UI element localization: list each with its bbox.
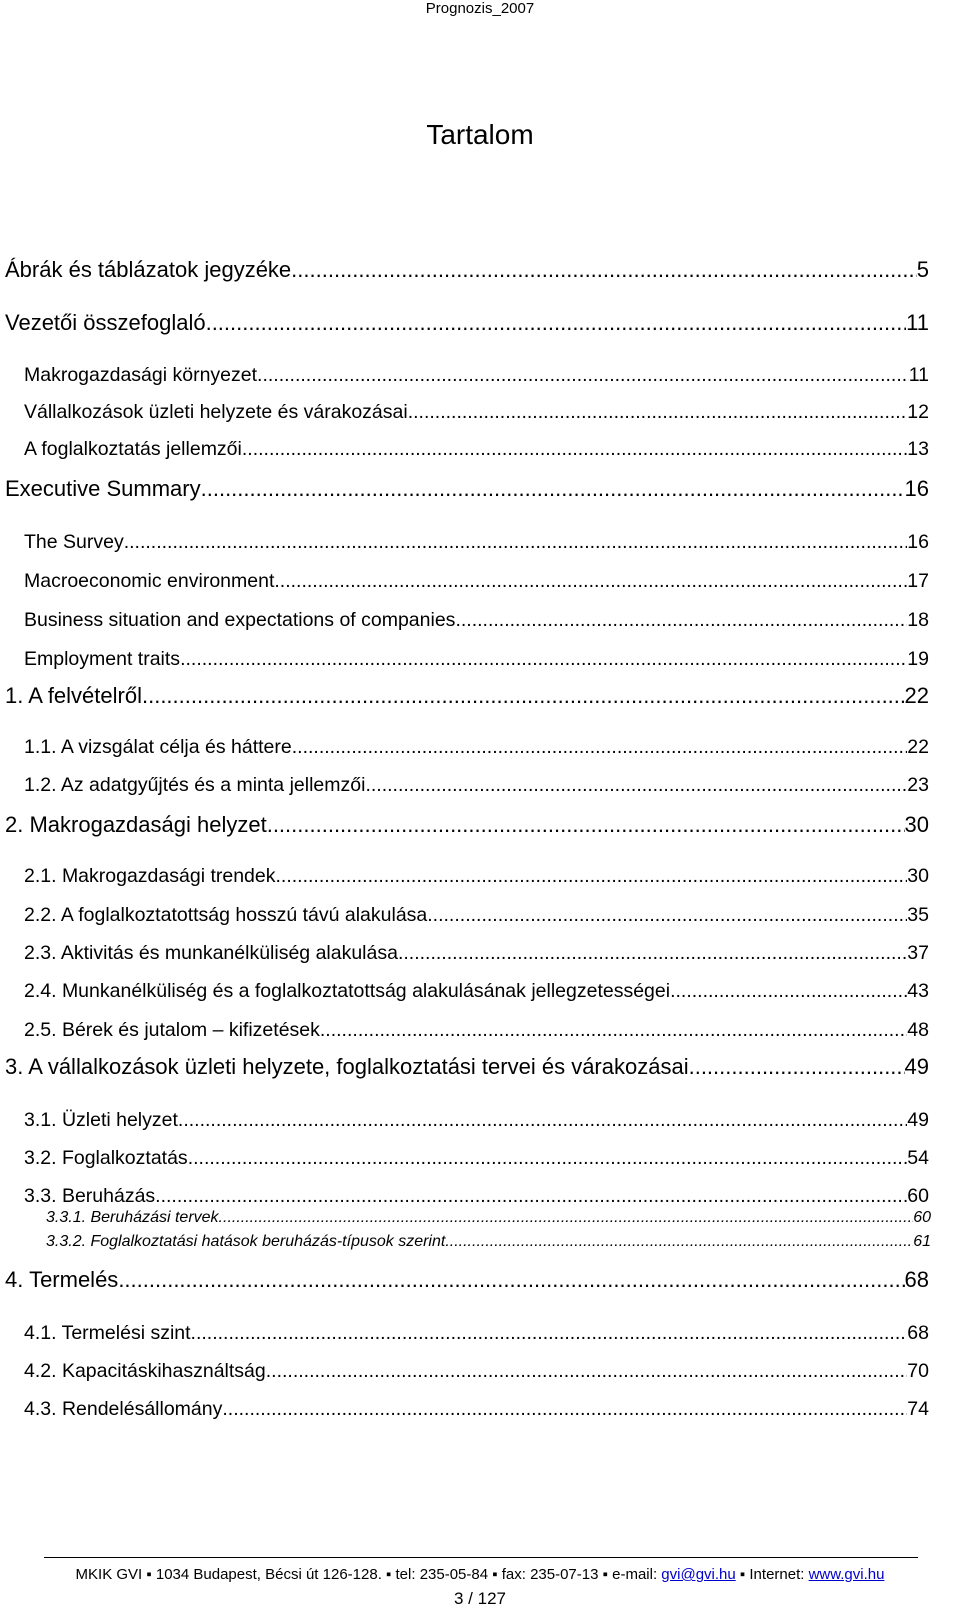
toc-entry-2-1[interactable] xyxy=(24,864,929,888)
toc-entry-page: 22 xyxy=(907,736,929,758)
toc-entry-title: 2. Makrogazdasági helyzet xyxy=(5,812,267,837)
toc-entry-page: 37 xyxy=(907,942,929,964)
toc-entry-title: 3.3.1. Beruházási tervek xyxy=(46,1209,219,1226)
toc-entry-3-3[interactable] xyxy=(24,1184,929,1208)
toc-entry-page: 60 xyxy=(913,1209,931,1226)
toc-entry-2-makrogazdasagi-helyzet[interactable] xyxy=(5,812,929,838)
dot-leader xyxy=(689,1054,905,1080)
toc-entry-title: A foglalkoztatás jellemzői xyxy=(24,438,242,460)
toc-entry-title: 3.2. Foglalkoztatás xyxy=(24,1147,188,1169)
toc-entry-title: Vállalkozások üzleti helyzete és várakozásai xyxy=(24,401,408,423)
toc-entry-title: 2.4. Munkanélküliség és a foglalkoztatottság alakulásának jellegzetességei xyxy=(24,980,671,1002)
toc-entry-title: 4.2. Kapacitáskihasználtság xyxy=(24,1360,266,1382)
running-header: Prognozis_2007 xyxy=(425,0,535,17)
page-footer xyxy=(0,1566,960,1584)
toc-entry-title: 1.1. A vizsgálat célja és háttere xyxy=(24,736,292,758)
toc-entry-2-5[interactable] xyxy=(24,1018,929,1042)
dot-leader xyxy=(320,1018,907,1042)
toc-entry-2-2[interactable] xyxy=(24,903,929,927)
toc-entry-page: 11 xyxy=(908,364,929,386)
dot-leader xyxy=(142,683,905,709)
dot-leader xyxy=(180,647,907,671)
toc-entry-page: 17 xyxy=(907,570,929,592)
toc-entry-page: 12 xyxy=(907,401,929,423)
dot-leader xyxy=(219,1208,914,1228)
dot-leader xyxy=(291,257,917,283)
toc-entry-1-a-felvetelrol[interactable] xyxy=(5,683,929,709)
toc-entry-the-survey[interactable] xyxy=(24,530,929,554)
toc-entry-title: 2.1. Makrogazdasági trendek xyxy=(24,865,276,887)
toc-entry-page: 11 xyxy=(906,310,929,335)
toc-entry-page: 18 xyxy=(907,609,929,631)
toc-entry-title: 3. A vállalkozások üzleti helyzete, foglalkoztatási tervei és várakozásai xyxy=(5,1054,689,1079)
toc-entry-1-1[interactable] xyxy=(24,735,929,759)
toc-entry-page: 61 xyxy=(913,1233,931,1250)
dot-leader xyxy=(398,941,907,965)
toc-entry-macroeconomic-environment[interactable] xyxy=(24,569,929,593)
footer-contact-text: MKIK GVI ▪ 1034 Budapest, Bécsi út 126-128. ▪ tel: 235-05-84 ▪ fax: 235-07-13 ▪ e-mail: xyxy=(75,1566,662,1583)
toc-entry-title: 3.3. Beruházás xyxy=(24,1185,156,1207)
toc-entry-page: 48 xyxy=(907,1019,929,1041)
dot-leader xyxy=(191,1321,908,1345)
toc-entry-title: 3.1. Üzleti helyzet xyxy=(24,1109,178,1131)
toc-entry-executive-summary[interactable] xyxy=(5,476,929,502)
toc-entry-page: 19 xyxy=(907,648,929,670)
dot-leader xyxy=(267,812,905,838)
toc-entry-abrak-es-tablazatok[interactable] xyxy=(5,257,929,283)
toc-entry-page: 49 xyxy=(904,1054,929,1079)
dot-leader xyxy=(155,1184,907,1208)
toc-entry-title: 4.3. Rendelésállomány xyxy=(24,1398,223,1420)
toc-entry-page: 13 xyxy=(907,438,929,460)
dot-leader xyxy=(670,979,907,1003)
dot-leader xyxy=(292,735,908,759)
toc-entry-page: 30 xyxy=(907,865,929,887)
toc-entry-3-3-2[interactable] xyxy=(46,1232,931,1252)
toc-entry-title: Macroeconomic environment xyxy=(24,570,275,592)
dot-leader xyxy=(455,608,907,632)
toc-entry-4-3[interactable] xyxy=(24,1397,929,1421)
toc-entry-page: 68 xyxy=(904,1267,929,1292)
dot-leader xyxy=(365,773,907,797)
toc-entry-page: 5 xyxy=(916,257,929,282)
dot-leader xyxy=(427,903,907,927)
toc-entry-page: 70 xyxy=(907,1360,929,1382)
dot-leader xyxy=(445,1232,913,1252)
toc-entry-title: 2.5. Bérek és jutalom – kifizetések xyxy=(24,1019,320,1041)
toc-entry-vallalkozasok-uzleti-helyzete[interactable] xyxy=(24,400,929,424)
dot-leader xyxy=(275,864,907,888)
dot-leader xyxy=(222,1397,907,1421)
dot-leader xyxy=(206,310,907,336)
toc-entry-title: Executive Summary xyxy=(5,476,201,501)
toc-entry-title: Ábrák és táblázatok jegyzéke xyxy=(5,257,292,282)
dot-leader xyxy=(257,363,909,387)
toc-entry-page: 16 xyxy=(907,531,929,553)
toc-entry-vezetoi-osszefoglalo[interactable] xyxy=(5,310,929,336)
toc-entry-3-3-1[interactable] xyxy=(46,1208,931,1228)
toc-entry-page: 23 xyxy=(907,774,929,796)
toc-entry-2-4[interactable] xyxy=(24,979,929,1003)
dot-leader xyxy=(178,1108,907,1132)
toc-entry-2-3[interactable] xyxy=(24,941,929,965)
toc-entry-title: 2.2. A foglalkoztatottság hosszú távú alakulása xyxy=(24,904,428,926)
toc-entry-title: Vezetői összefoglaló xyxy=(5,310,206,335)
footer-email-link[interactable]: gvi@gvi.hu xyxy=(661,1566,736,1583)
toc-entry-makrogazdasagi-kornyezet[interactable] xyxy=(24,363,929,387)
toc-entry-business-situation[interactable] xyxy=(24,608,929,632)
dot-leader xyxy=(118,1267,904,1293)
dot-leader xyxy=(188,1146,908,1170)
page-title: Tartalom xyxy=(426,119,534,150)
dot-leader xyxy=(124,530,908,554)
toc-entry-title: 4. Termelés xyxy=(5,1267,119,1292)
page-number: 3 / 127 xyxy=(454,1589,506,1608)
toc-entry-title: Business situation and expectations of companies xyxy=(24,609,456,631)
footer-website-link[interactable]: www.gvi.hu xyxy=(808,1566,885,1583)
toc-entry-page: 54 xyxy=(907,1147,929,1169)
toc-entry-4-2[interactable] xyxy=(24,1359,929,1383)
toc-entry-page: 49 xyxy=(907,1109,929,1131)
toc-entry-3-vallalkozasok[interactable] xyxy=(5,1054,929,1080)
toc-entry-page: 22 xyxy=(904,683,929,708)
toc-entry-page: 60 xyxy=(907,1185,929,1207)
toc-entry-1-2[interactable] xyxy=(24,773,929,797)
toc-entry-page: 30 xyxy=(904,812,929,837)
toc-entry-foglalkoztatas-jellemzoi[interactable] xyxy=(24,437,929,461)
dot-leader xyxy=(266,1359,908,1383)
toc-entry-title: The Survey xyxy=(24,531,124,553)
toc-entry-4-1[interactable] xyxy=(24,1321,929,1345)
toc-entry-page: 74 xyxy=(907,1398,929,1420)
dot-leader xyxy=(274,569,907,593)
dot-leader xyxy=(408,400,908,424)
toc-entry-title: 1.2. Az adatgyűjtés és a minta jellemzői xyxy=(24,774,366,796)
dot-leader xyxy=(242,437,907,461)
toc-entry-4-termeles[interactable] xyxy=(5,1267,929,1293)
toc-entry-page: 35 xyxy=(907,904,929,926)
toc-entry-title: 2.3. Aktivitás és munkanélküliség alakulása xyxy=(24,942,398,964)
dot-leader xyxy=(201,476,905,502)
toc-entry-employment-traits[interactable] xyxy=(24,647,929,671)
toc-entry-3-1[interactable] xyxy=(24,1108,929,1132)
toc-entry-title: 1. A felvételről xyxy=(5,683,142,708)
toc-entry-page: 68 xyxy=(907,1322,929,1344)
toc-entry-title: 4.1. Termelési szint xyxy=(24,1322,191,1344)
toc-entry-3-2[interactable] xyxy=(24,1146,929,1170)
toc-entry-page: 43 xyxy=(907,980,929,1002)
toc-entry-page: 16 xyxy=(904,476,929,501)
toc-entry-title: 3.3.2. Foglalkoztatási hatások beruházás-típusok szerint xyxy=(46,1233,446,1250)
footer-divider xyxy=(44,1557,918,1558)
toc-entry-title: Employment traits xyxy=(24,648,181,670)
footer-internet-label: ▪ Internet: xyxy=(735,1566,809,1583)
toc-entry-title: Makrogazdasági környezet xyxy=(24,364,258,386)
